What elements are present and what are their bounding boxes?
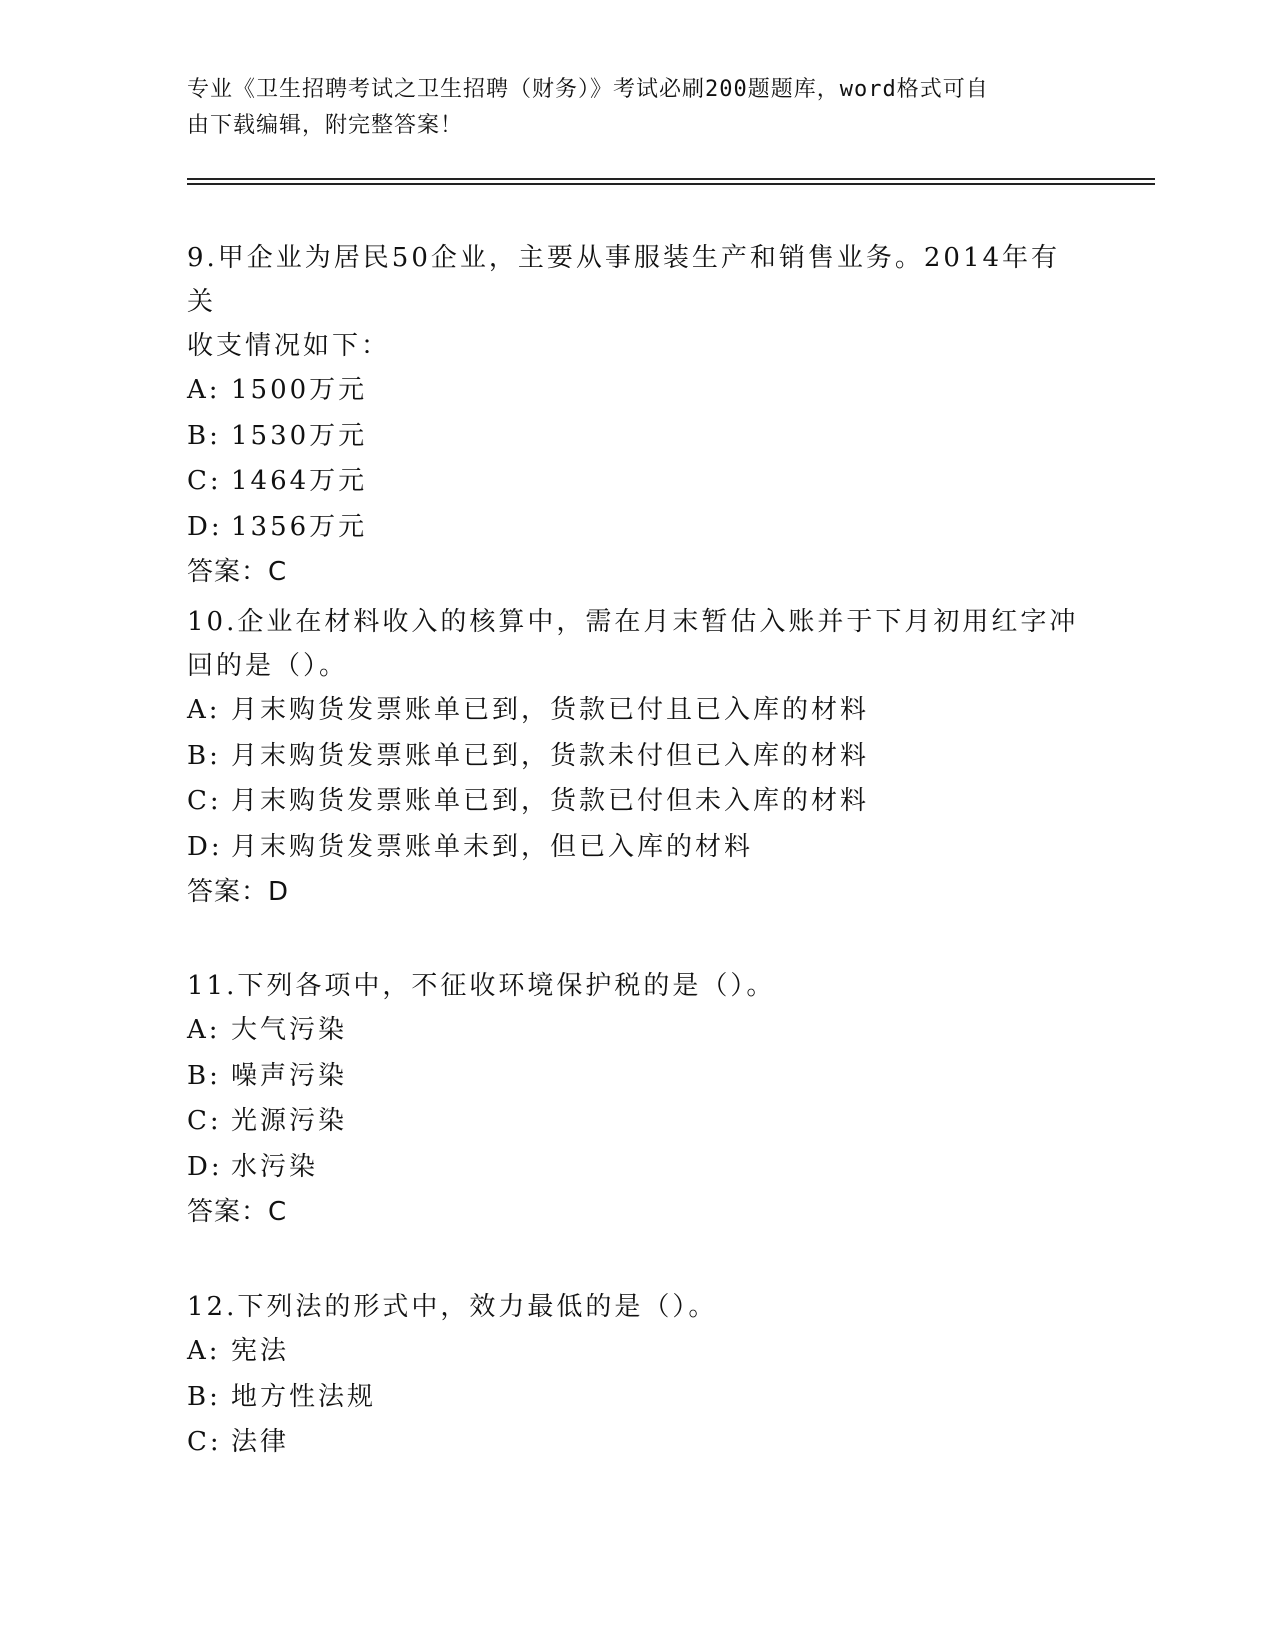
option-text: 1500万元: [231, 375, 368, 405]
option-text: 法律: [231, 1427, 290, 1457]
question-stem-line: 11.下列各项中，不征收环境保护税的是（）。: [187, 971, 776, 1001]
option-label: A:: [187, 375, 221, 405]
option-label: A:: [187, 1336, 221, 1366]
option-text: 噪声污染: [231, 1060, 348, 1091]
answer-line: 答案：D: [187, 877, 290, 907]
answer-line: 答案：C: [187, 1197, 288, 1227]
option-d: [187, 825, 1087, 871]
option-b: [187, 1375, 1087, 1421]
option-a: [187, 688, 1087, 734]
option-label: C:: [187, 786, 222, 816]
header-divider-bottom: [187, 183, 1155, 185]
question-stem-line: 10.企业在材料收入的核算中，需在月末暂估入账并于下月初用红字冲: [187, 607, 1079, 637]
header-divider-top: [187, 178, 1155, 180]
header-line-2: 由下载编辑，附完整答案！: [187, 113, 464, 138]
option-label: C:: [187, 466, 222, 496]
option-text: 1464万元: [231, 466, 368, 496]
option-text: 水污染: [231, 1151, 319, 1182]
question-11: [187, 964, 1087, 1234]
option-label: B:: [187, 1381, 221, 1412]
option-label: B:: [187, 1060, 221, 1091]
option-b: [187, 1054, 1087, 1100]
option-label: B:: [187, 740, 221, 771]
option-text: 1530万元: [231, 420, 368, 451]
option-text: 月末购货发票账单已到，货款未付但已入库的材料: [231, 740, 870, 771]
option-text: 光源污染: [231, 1106, 348, 1136]
option-b: [187, 734, 1087, 780]
option-label: D:: [187, 511, 223, 542]
document-header: [187, 72, 1067, 144]
option-text: 1356万元: [231, 511, 368, 542]
option-a: [187, 1008, 1087, 1054]
option-d: [187, 1145, 1087, 1191]
option-b: [187, 414, 1087, 460]
option-text: 大气污染: [231, 1015, 348, 1045]
option-text: 宪法: [231, 1336, 290, 1366]
option-c: [187, 779, 1087, 825]
option-label: B:: [187, 420, 221, 451]
question-10: [187, 600, 1087, 914]
question-stem-line: 9.甲企业为居民50企业，主要从事服装生产和销售业务。2014年有关: [187, 243, 1061, 317]
option-label: C:: [187, 1106, 222, 1136]
option-c: [187, 1420, 1087, 1466]
option-a: [187, 1329, 1087, 1375]
question-stem-line: 12.下列法的形式中，效力最低的是（）。: [187, 1292, 718, 1322]
option-a: [187, 368, 1087, 414]
question-9: [187, 236, 1087, 594]
question-stem-line: 回的是（）。: [187, 651, 349, 681]
option-text: 地方性法规: [231, 1381, 377, 1412]
option-text: 月末购货发票账单未到，但已入库的材料: [231, 831, 754, 862]
option-text: 月末购货发票账单已到，货款已付且已入库的材料: [231, 695, 870, 725]
option-text: 月末购货发票账单已到，货款已付但未入库的材料: [231, 786, 870, 816]
option-label: D:: [187, 1151, 223, 1182]
option-label: D:: [187, 831, 223, 862]
question-12: [187, 1285, 1087, 1466]
question-stem-line: 收支情况如下：: [187, 331, 391, 361]
option-label: C:: [187, 1427, 222, 1457]
option-c: [187, 459, 1087, 505]
header-line-1: 专业《卫生招聘考试之卫生招聘（财务）》考试必刷200题题库，word格式可自: [187, 77, 989, 102]
option-d: [187, 505, 1087, 551]
option-c: [187, 1099, 1087, 1145]
answer-line: 答案：C: [187, 557, 288, 587]
option-label: A:: [187, 1015, 221, 1045]
option-label: A:: [187, 695, 221, 725]
